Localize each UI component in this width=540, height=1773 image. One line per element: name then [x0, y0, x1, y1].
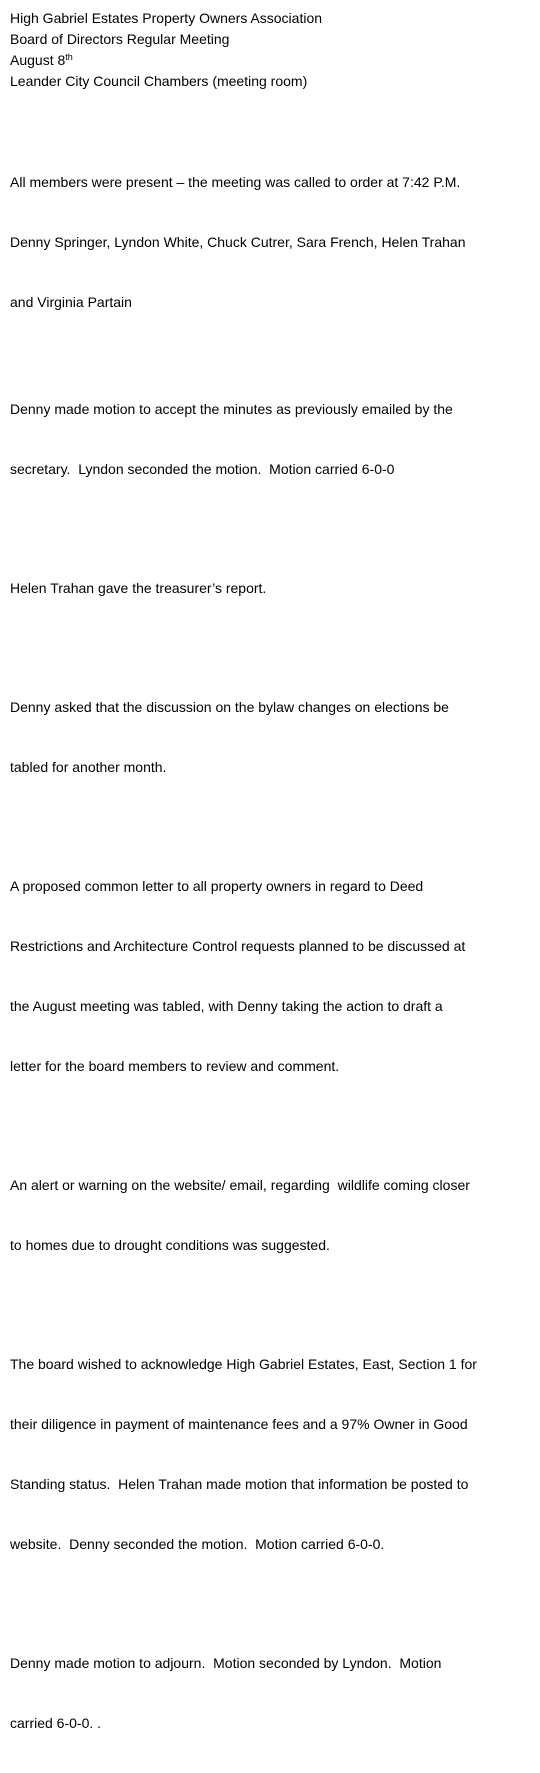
- alert-line: An alert or warning on the website/ email, regarding wildlife coming closer: [10, 1177, 470, 1193]
- minutes-motion-line: Denny made motion to accept the minutes as previously emailed by the: [10, 401, 453, 417]
- attendance-line: Denny Springer, Lyndon White, Chuck Cutrer, Sara French, Helen Trahan: [10, 234, 466, 250]
- acknowledge-line: website. Denny seconded the motion. Motion carried 6-0-0.: [10, 1536, 385, 1552]
- minutes-motion-paragraph: [10, 359, 538, 519]
- meeting-date-suffix: th: [65, 52, 73, 62]
- bylaw-paragraph: [10, 657, 538, 817]
- meeting-date: [10, 50, 538, 71]
- letter-line: letter for the board members to review and comment.: [10, 1058, 340, 1074]
- adjourn-paragraph: [10, 1613, 538, 1773]
- alert-line: to homes due to drought conditions was suggested.: [10, 1237, 330, 1253]
- letter-line: the August meeting was tabled, with Denny taking the action to draft a: [10, 998, 443, 1014]
- meeting-type: Board of Directors Regular Meeting: [10, 31, 230, 47]
- adjourn-line: carried 6-0-0. .: [10, 1715, 102, 1731]
- acknowledge-paragraph: [10, 1314, 538, 1594]
- meeting-location: Leander City Council Chambers (meeting room): [10, 73, 308, 89]
- meeting-minutes-document: [10, 8, 538, 1773]
- treasurer-line: Helen Trahan gave the treasurer’s report.: [10, 580, 267, 596]
- association-name: High Gabriel Estates Property Owners Association: [10, 10, 323, 26]
- document-header: [10, 8, 538, 92]
- attendance-line: and Virginia Partain: [10, 294, 132, 310]
- bylaw-line: tabled for another month.: [10, 759, 167, 775]
- letter-paragraph: [10, 836, 538, 1116]
- acknowledge-line: their diligence in payment of maintenance fees and a 97% Owner in Good: [10, 1416, 468, 1432]
- acknowledge-line: Standing status. Helen Trahan made motion that information be posted to: [10, 1476, 469, 1492]
- attendance-paragraph: [10, 132, 538, 352]
- meeting-date-text: August 8: [10, 52, 66, 68]
- letter-line: A proposed common letter to all property owners in regard to Deed: [10, 878, 424, 894]
- alert-paragraph: [10, 1135, 538, 1295]
- bylaw-line: Denny asked that the discussion on the bylaw changes on elections be: [10, 699, 449, 715]
- letter-line: Restrictions and Architecture Control requests planned to be discussed at: [10, 938, 466, 954]
- acknowledge-line: The board wished to acknowledge High Gabriel Estates, East, Section 1 for: [10, 1356, 477, 1372]
- minutes-motion-line: secretary. Lyndon seconded the motion. Motion carried 6-0-0: [10, 461, 395, 477]
- attendance-line: All members were present – the meeting was called to order at 7:42 P.M.: [10, 174, 461, 190]
- treasurer-paragraph: [10, 538, 538, 638]
- adjourn-line: Denny made motion to adjourn. Motion seconded by Lyndon. Motion: [10, 1655, 442, 1671]
